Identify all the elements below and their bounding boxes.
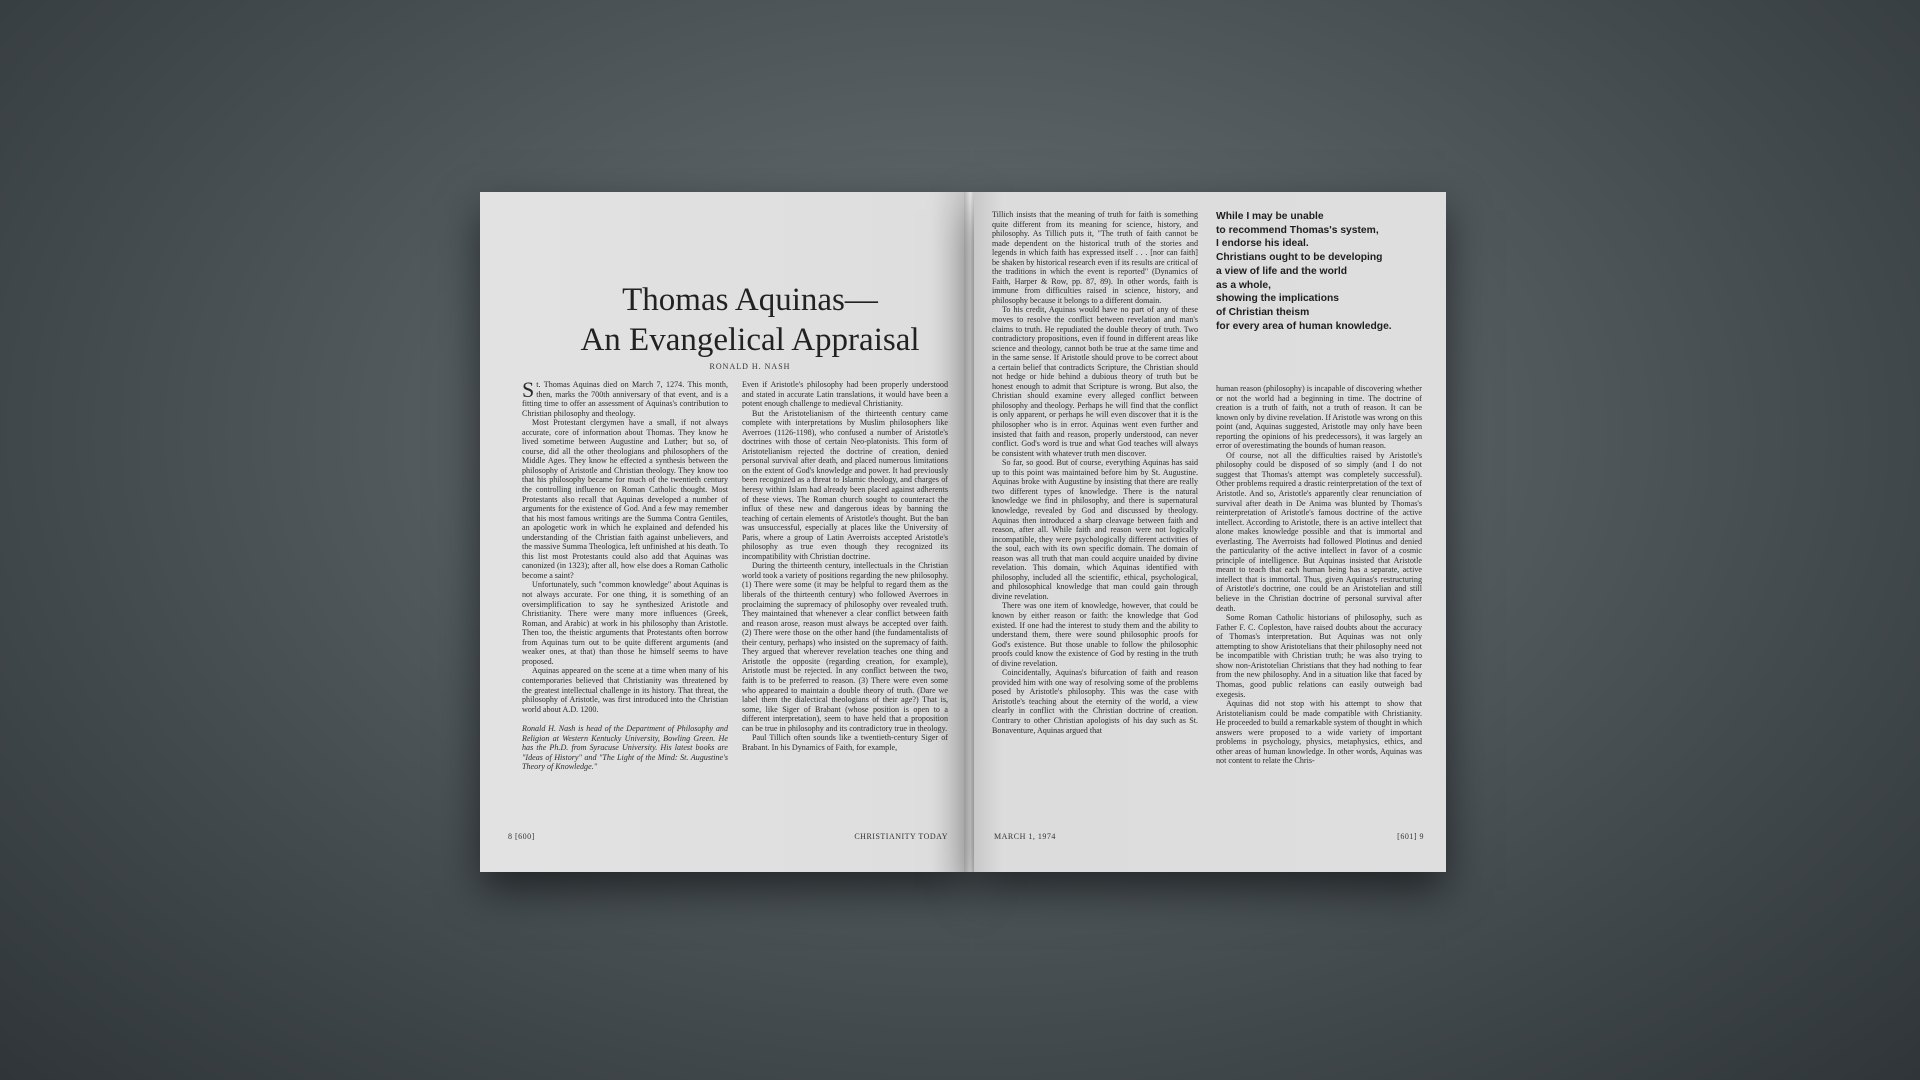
paragraph: Some Roman Catholic historians of philosophy, such as Father F. C. Copleston, have raised doubts about the accuracy of Thomas's interpretation. But Aquinas was not only attempting to show Aristotelians that their philosophy need not be incompatible with Christian truth; he was also trying to show non-Aristotelian Christians that they had nothing to fear from the new philosophy. And in a situation like that faced by Thomas, good public relations can easily outweigh bad exegesis. xyxy=(1216,613,1422,699)
paragraph: To his credit, Aquinas would have no part of any of these moves to resolve the conflict between revelation and man's claims to truth. He repudiated the double theory of truth. Two contradictory propositions, even if found in different areas like science and theology, cannot both be true at the same time and in the same sense. If Aristotle should prove to be correct about a certain belief that contradicts Scripture, the Christian should not hedge or hide behind a dubious theory of truth but be honest enough to admit that Scripture is wrong. But also, the Christian should examine every alleged conflict between philosophy and theology. Perhaps he will find that the conflict is only apparent, or perhaps he will even discover that it is the philosopher who is in error. Aquinas went even further and insisted that faith and reason, properly understood, can never conflict. God's word is true and what God teaches will always be consistent with whatever truth men discover. xyxy=(992,305,1198,458)
pull-quote-line: of Christian theism xyxy=(1216,306,1310,318)
paragraph: There was one item of knowledge, however, that could be known by either reason or faith: the knowledge that God existed. If one had the interest to study them and the ability to understand them, there were sound philosophic proofs for God's existence. But those unable to follow the philosophic proofs could know the existence of God by resting in the truth of divine revelation. xyxy=(992,601,1198,668)
left-page xyxy=(480,192,970,872)
pull-quote xyxy=(1216,210,1426,333)
pull-quote-line: as a whole, xyxy=(1216,279,1271,291)
pull-quote-line: to recommend Thomas's system, xyxy=(1216,224,1379,236)
magazine-name: CHRISTIANITY TODAY xyxy=(854,832,948,841)
paragraph: human reason (philosophy) is incapable of discovering whether or not the world had a beginning in time. The doctrine of creation is a truth of faith, not a truth of reason. It can be known only by divine revelation. If Aristotle was wrong on this point (and, Aquinas suggested, Aristotle may only have been reporting the opinions of his predecessors), it was largely an error of overestimating the bounds of human reason. xyxy=(1216,384,1422,451)
pull-quote-line: Christians ought to be developing xyxy=(1216,252,1383,264)
pull-quote-line: a view of life and the world xyxy=(1216,265,1348,277)
article-title xyxy=(550,280,950,360)
paragraph: During the thirteenth century, intellectuals in the Christian world took a variety of positions regarding the new philosophy. (1) There were some (it may be helpful to regard them as the liberals of the thirteenth century) who followed Averroes in proclaiming the supremacy of philosophy over revealed truth. They maintained that whenever a clear conflict between faith and reason arose, reason must always be accepted over faith. (2) There were those on the other hand (the fundamentalists of their century, perhaps) who insisted on the supremacy of faith. They argued that wherever revelation teaches one thing and Aristotle the opposite (regarding creation, for example), Aristotle must be rejected. In any conflict between the two, faith is to be preferred to reason. (3) There were even some who appeared to maintain a double theory of truth. (Dare we label them the dialectical theologians of their age?) That is, some, like Siger of Brabant (whose position is open to a different interpretation), seem to have held that a proposition can be true in philosophy and its contradictory true in theology. xyxy=(742,561,948,733)
left-column-2 xyxy=(742,380,948,810)
title-line-2: An Evangelical Appraisal xyxy=(580,322,920,358)
paragraph: Unfortunately, such "common knowledge" about Aquinas is not always accurate. For one thing, it is something of an oversimplification to say he synthesized Aristotle and Christianity. There were many more influences (Greek, Roman, and Arabic) at work in his philosophy than Aristotle. Then too, the theistic arguments that Protestants often borrow from Aquinas turn out to be quite different arguments (and weaker ones, at that) than those he himself seems to have proposed. xyxy=(522,580,728,666)
magazine-spread xyxy=(480,192,1446,872)
paragraph: Coincidentally, Aquinas's bifurcation of faith and reason provided him with one way of resolving some of the problems posed by Aristotle's philosophy. This was the case with Aristotle's teaching about the eternity of the world, a view clearly in conflict with the Christian doctrine of creation. Contrary to other Christian apologists of his day such as St. Bonaventure, Aquinas argued that xyxy=(992,668,1198,735)
left-page-number: 8 [600] xyxy=(508,832,535,841)
paragraph: Of course, not all the difficulties raised by Aristotle's philosophy could be disposed of so simply (and I do not suggest that Thomas's attempt was completely successful). Other problems required a drastic reinterpretation of the text of Aristotle. And so, Aristotle's apparently clear renunciation of survival after death in De Anima was blunted by Thomas's reinterpretation of Aristotle's famous doctrine of the active intellect. According to Aristotle, there is an active intellect that alone makes knowledge possible and that is immortal and everlasting. The Averroists had followed Plotinus and denied the particularity of the active intellect in favor of a cosmic principle of intelligence. But Aquinas insisted that Aristotle meant to teach that each human being has a separate, active intellect that is immortal. Thus, given Aquinas's restructuring of Aristotle's doctrine, one could be an Aristotelian and still believe in the Christian doctrine of personal survival after death. xyxy=(1216,450,1422,613)
pull-quote-line: showing the implications xyxy=(1216,293,1339,305)
right-column-2 xyxy=(1216,384,1422,814)
drop-cap: S xyxy=(522,380,535,402)
paragraph xyxy=(522,380,728,418)
right-page xyxy=(974,192,1446,872)
paragraph: Even if Aristotle's philosophy had been properly understood and stated in accurate Latin translations, it would have been a potent enough challenge to medieval Christianity. xyxy=(742,380,948,409)
paragraph: Tillich insists that the meaning of truth for faith is something quite different from its meaning for science, history, and philosophy. As Tillich puts it, "The truth of faith cannot be made dependent on the historical truth of the stories and legends in which faith has expressed itself . . . [nor can faith] be shaken by historical research even if its results are critical of the traditions in which the event is reported" (Dynamics of Faith, Harper & Row, pp. 87, 89). In other words, faith is immune from difficulties raised in science, history, and philosophy because it belongs to a different domain. xyxy=(992,210,1198,305)
left-column-1 xyxy=(522,380,728,810)
pull-quote-line: for every area of human knowledge. xyxy=(1216,320,1392,332)
paragraph: So far, so good. But of course, everything Aquinas has said up to this point was maintained before him by St. Augustine. Aquinas broke with Augustine by insisting that there are really two different types of knowledge. There is the natural knowledge we find in philosophy, and there is supernatural knowledge, revealed by God and discussed by theology. Aquinas then introduced a sharp cleavage between faith and reason, after all. While faith and reason were not logically incompatible, they were psychologically different activities of the soul, each with its own specific domain. The domain of reason was all truth that man could acquire unaided by divine revelation. This domain, which Aquinas identified with philosophy, included all the scientific, ethical, psychological, and philosophical knowledge that man could gain through divine revelation. xyxy=(992,458,1198,601)
pull-quote-line: While I may be unable xyxy=(1216,211,1324,222)
right-page-number: [601] 9 xyxy=(1397,832,1424,841)
paragraph: Paul Tillich often sounds like a twentieth-century Siger of Brabant. In his Dynamics of Faith, for example, xyxy=(742,733,948,752)
author-bio: Ronald H. Nash is head of the Department of Philosophy and Religion at Western Kentucky University, Bowling Green. He has the Ph.D. from Syracuse University. His latest books are "Ideas of History" and "The Light of the Mind: St. Augustine's Theory of Knowledge." xyxy=(522,724,728,772)
pull-quote-line: I endorse his ideal. xyxy=(1216,238,1309,250)
title-line-1: Thomas Aquinas— xyxy=(622,282,878,318)
paragraph-text: t. Thomas Aquinas died on March 7, 1274. This month, then, marks the 700th anniversary of that event, and is a fitting time to offer an assessment of Aquinas's contribution to Christian philosophy and theology. xyxy=(522,380,728,418)
paragraph: Aquinas appeared on the scene at a time when many of his contemporaries believed that Christianity was threatened by the greatest intellectual challenge in its history. That threat, the philosophy of Aristotle, was first introduced into the Christian world about A.D. 1200. xyxy=(522,666,728,714)
issue-date: MARCH 1, 1974 xyxy=(994,832,1056,841)
author-byline: RONALD H. NASH xyxy=(709,362,791,371)
right-column-1 xyxy=(992,210,1198,814)
paragraph: But the Aristotelianism of the thirteenth century came complete with interpretations by Muslim philosophers like Averroes (1126-1198), who confused a number of Aristotle's doctrines with those of certain Neo-platonists. This form of Aristotelianism rejected the doctrine of creation, denied personal survival after death, and placed numerous limitations on the extent of God's knowledge and power. It had previously been recognized as a threat to Islamic theology, and charges of heresy within Islam had already been placed against adherents of these views. The Roman church sought to counteract the influx of these new and dangerous ideas by banning the teaching of certain elements of Aristotle's thought. But the ban was unsuccessful, especially at places like the University of Paris, where a group of Latin Averroists accepted Aristotle's philosophy as true even though they recognized its incompatibility with Christian doctrine. xyxy=(742,408,948,561)
paragraph: Aquinas did not stop with his attempt to show that Aristotelianism could be made compatible with Christianity. He proceeded to build a remarkable system of thought in which answers were proposed to a wide variety of important problems in psychology, physics, metaphysics, ethics, and other areas of human knowledge. In other words, Aquinas was not content to relate the Chris- xyxy=(1216,699,1422,766)
paragraph: Most Protestant clergymen have a small, if not always accurate, core of information about Thomas. They know he lived sometime between Augustine and Luther; but so, of course, did all the other theologians and philosophers of the Middle Ages. They know he effected a synthesis between the philosophy of Aristotle and Christian theology. They know too that his philosophy became for much of the twentieth century the controlling influence on Roman Catholic thought. Most Protestants also recall that Aquinas developed a number of arguments for the existence of God. And a few may remember that his most famous writings are the Summa Contra Gentiles, an apologetic work in which he explained and defended his understanding of the Christian faith against unbelievers, and the massive Summa Theologica, left unfinished at his death. To this list most Protestants could also add that Aquinas was canonized (in 1323); after all, how else does a Roman Catholic become a saint? xyxy=(522,418,728,580)
